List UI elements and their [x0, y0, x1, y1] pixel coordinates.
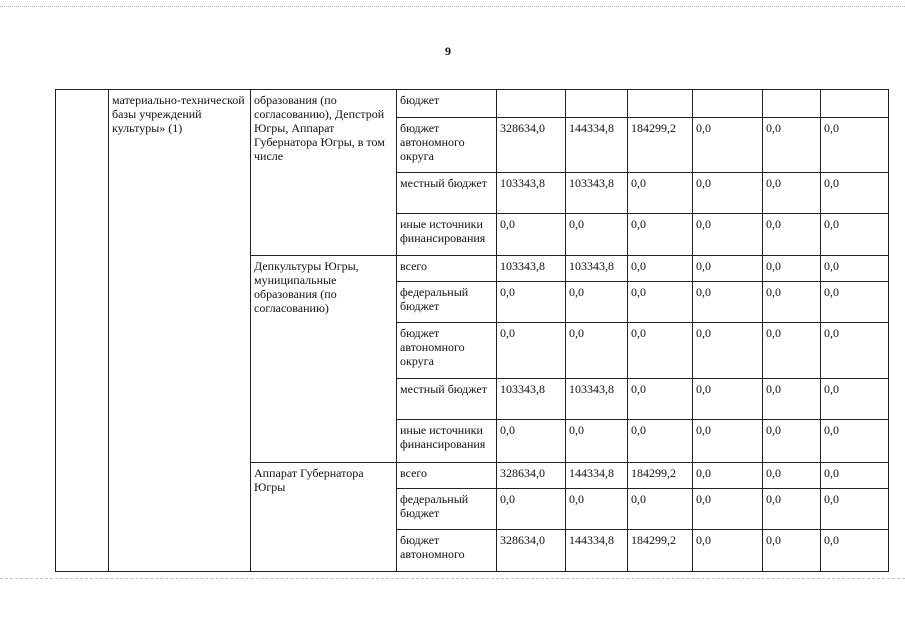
- value-cell: [497, 90, 566, 118]
- source-cell: иные источники финансирования: [397, 420, 497, 463]
- source-cell: бюджет автономного: [397, 530, 497, 572]
- value-cell: 184299,2: [628, 118, 693, 173]
- source-cell: местный бюджет: [397, 173, 497, 214]
- value-cell: 0,0: [763, 256, 821, 282]
- source-cell: всего: [397, 463, 497, 489]
- executor-cell: Аппарат Губернатора Югры: [251, 463, 397, 572]
- table-row: [56, 90, 889, 118]
- value-cell: 0,0: [693, 214, 763, 256]
- value-cell: 0,0: [566, 214, 628, 256]
- value-cell: 0,0: [628, 214, 693, 256]
- page-number: 9: [445, 44, 451, 58]
- value-cell: [821, 90, 889, 118]
- value-cell: 0,0: [628, 323, 693, 379]
- bottom-scan-rule: [0, 578, 905, 579]
- value-cell: 0,0: [821, 530, 889, 572]
- value-cell: 0,0: [693, 420, 763, 463]
- value-cell: 0,0: [763, 463, 821, 489]
- value-cell: 0,0: [566, 282, 628, 323]
- number-cell: [56, 90, 109, 572]
- value-cell: 103343,8: [497, 256, 566, 282]
- value-cell: 0,0: [821, 214, 889, 256]
- value-cell: 0,0: [821, 463, 889, 489]
- value-cell: 0,0: [497, 323, 566, 379]
- value-cell: [763, 90, 821, 118]
- value-cell: 0,0: [566, 323, 628, 379]
- value-cell: 0,0: [628, 256, 693, 282]
- value-cell: 103343,8: [566, 173, 628, 214]
- value-cell: 328634,0: [497, 118, 566, 173]
- value-cell: 0,0: [763, 323, 821, 379]
- value-cell: 0,0: [628, 489, 693, 530]
- value-cell: 0,0: [821, 323, 889, 379]
- value-cell: 103343,8: [497, 379, 566, 420]
- value-cell: 0,0: [566, 489, 628, 530]
- executor-cell: образования (по согласованию), Депстрой Югры, Аппарат Губернатора Югры, в том числе: [251, 90, 397, 256]
- value-cell: 184299,2: [628, 530, 693, 572]
- source-cell: всего: [397, 256, 497, 282]
- value-cell: 0,0: [763, 118, 821, 173]
- value-cell: 0,0: [693, 256, 763, 282]
- value-cell: 328634,0: [497, 463, 566, 489]
- value-cell: 0,0: [763, 282, 821, 323]
- source-cell: федеральный бюджет: [397, 489, 497, 530]
- source-cell: бюджет автономного округа: [397, 118, 497, 173]
- value-cell: 144334,8: [566, 530, 628, 572]
- value-cell: 0,0: [693, 323, 763, 379]
- funding-table: [55, 89, 889, 572]
- value-cell: 144334,8: [566, 463, 628, 489]
- value-cell: 0,0: [693, 379, 763, 420]
- value-cell: 103343,8: [566, 379, 628, 420]
- value-cell: 144334,8: [566, 118, 628, 173]
- value-cell: 0,0: [497, 489, 566, 530]
- value-cell: [693, 90, 763, 118]
- value-cell: 0,0: [628, 173, 693, 214]
- value-cell: 0,0: [821, 420, 889, 463]
- value-cell: 103343,8: [497, 173, 566, 214]
- value-cell: 0,0: [821, 173, 889, 214]
- value-cell: 328634,0: [497, 530, 566, 572]
- value-cell: 0,0: [693, 173, 763, 214]
- value-cell: 0,0: [763, 214, 821, 256]
- measure-cell: материально-технической базы учреждений культуры» (1): [109, 90, 251, 572]
- value-cell: 0,0: [763, 379, 821, 420]
- value-cell: 0,0: [821, 489, 889, 530]
- value-cell: 103343,8: [566, 256, 628, 282]
- value-cell: 0,0: [693, 530, 763, 572]
- top-scan-rule: [0, 6, 905, 7]
- value-cell: 0,0: [628, 282, 693, 323]
- value-cell: 0,0: [566, 420, 628, 463]
- value-cell: 0,0: [628, 379, 693, 420]
- value-cell: 0,0: [693, 118, 763, 173]
- value-cell: 0,0: [693, 489, 763, 530]
- value-cell: 184299,2: [628, 463, 693, 489]
- value-cell: 0,0: [497, 282, 566, 323]
- value-cell: 0,0: [763, 420, 821, 463]
- value-cell: 0,0: [497, 214, 566, 256]
- source-cell: бюджет: [397, 90, 497, 118]
- value-cell: [628, 90, 693, 118]
- value-cell: 0,0: [763, 530, 821, 572]
- value-cell: 0,0: [763, 173, 821, 214]
- source-cell: иные источники финансирования: [397, 214, 497, 256]
- value-cell: 0,0: [693, 282, 763, 323]
- value-cell: 0,0: [628, 420, 693, 463]
- source-cell: федеральный бюджет: [397, 282, 497, 323]
- value-cell: [566, 90, 628, 118]
- value-cell: 0,0: [821, 282, 889, 323]
- source-cell: местный бюджет: [397, 379, 497, 420]
- value-cell: 0,0: [821, 256, 889, 282]
- value-cell: 0,0: [821, 118, 889, 173]
- value-cell: 0,0: [821, 379, 889, 420]
- executor-cell: Депкультуры Югры, муниципальные образования (по согласованию): [251, 256, 397, 463]
- source-cell: бюджет автономного округа: [397, 323, 497, 379]
- value-cell: 0,0: [763, 489, 821, 530]
- value-cell: 0,0: [497, 420, 566, 463]
- value-cell: 0,0: [693, 463, 763, 489]
